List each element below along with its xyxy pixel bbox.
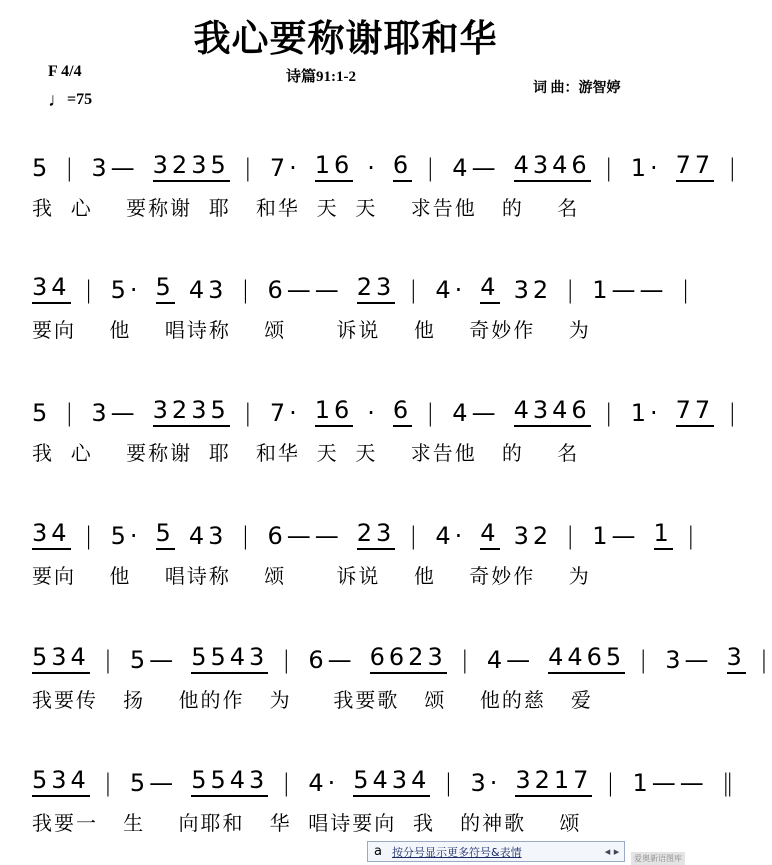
credit-line: 词 曲：游智婷 [533,81,621,96]
note-group: 43 [188,276,228,304]
note-group: 1—— [632,769,708,797]
tempo-value: =75 [67,91,93,108]
notation-line [32,516,699,589]
bar-line: | [84,522,97,550]
bar-line: | [759,646,772,674]
note-group: 6623 [370,643,447,674]
note-group: 1· [630,154,662,182]
bar-line: | [686,522,699,550]
note-group: 5— [129,646,178,674]
lyrics-line: 要向 他 唱诗称 颂 诉说 他 奇妙作 为 [32,318,591,342]
jianpu-notes [32,640,772,674]
note-group: 5 [32,399,52,427]
note-group: 5 [156,273,175,304]
note-group: 5 [156,519,175,550]
lyrics-line: 我 心 要称谢 耶 和华 天 天 求告他 的 名 [32,441,580,465]
bar-line: | [65,154,78,182]
bar-line: | [103,769,116,797]
note-group: 3235 [153,396,230,427]
bar-line: | [728,399,741,427]
lyrics-line: 我要传 扬 他的作 为 我要歌 颂 他的慈 爱 [32,688,593,712]
bar-line: | [604,399,617,427]
note-group: 77 [676,396,715,427]
note-group: 4— [452,154,500,182]
bar-line: | [241,522,254,550]
note-group: 5 [32,154,52,182]
lyrics-line: 要向 他 唱诗称 颂 诉说 他 奇妙作 为 [32,564,591,588]
jianpu-notes [32,393,741,427]
bar-line: | [444,769,457,797]
bar-line: | [681,276,694,304]
note-group: 1· [630,399,662,427]
tempo-marking [48,90,92,112]
note-group: 3235 [153,151,230,182]
watermark-text: 爱奥新语图库 [631,852,685,865]
key-signature: F 4/4 [48,63,82,80]
scripture-reference: 诗篇91:1-2 [286,69,356,85]
note-group: 43 [188,522,228,550]
jianpu-notes [32,763,738,797]
note-group: 77 [676,151,715,182]
bar-line: | [639,646,652,674]
note-group: · [367,399,379,427]
bar-line: | [241,276,254,304]
note-group: 3— [665,646,713,674]
note-group: 4· [435,522,467,550]
lyrics-line: 我要一 生 向耶和 华 唱诗要向 我 的神歌 颂 [32,811,582,835]
note-group: 5· [110,276,142,304]
note-group: 32 [513,522,553,550]
ime-candidate-bar[interactable] [367,841,625,862]
note-group: 4 [480,273,499,304]
note-group: 3217 [515,766,592,797]
note-group: 4— [452,399,500,427]
note-group: 4 [480,519,499,550]
notation-line [32,393,741,466]
note-group: 1—— [592,276,668,304]
song-title: 我心要称谢耶和华 [193,16,498,60]
note-group: 3 [727,643,746,674]
notation-line [32,270,694,343]
notation-line [32,763,738,836]
lyrics-line: 我 心 要称谢 耶 和华 天 天 求告他 的 名 [32,196,580,220]
bar-line: | [84,276,97,304]
bar-line: | [243,154,256,182]
note-group: 23 [357,519,396,550]
note-group: 1 [654,519,673,550]
bar-line: | [282,646,295,674]
bar-line: | [728,154,741,182]
note-group: 16 [315,396,354,427]
ime-hint-link[interactable]: 按分号显示更多符号&表情 [392,845,522,859]
ime-input-text: a [374,844,382,859]
note-group: 3· [470,769,502,797]
note-group: 4— [486,646,535,674]
bar-line: | [606,769,619,797]
note-group: 1— [592,522,640,550]
note-group: 23 [357,273,396,304]
note-group: 3— [91,154,139,182]
note-group: 6 [393,396,412,427]
ime-page-arrows[interactable]: ◂ ▸ [604,845,620,858]
bar-line: | [426,399,439,427]
note-group: 34 [32,273,71,304]
note-group: · [367,154,379,182]
notation-line [32,148,741,221]
bar-line: | [282,769,295,797]
note-group: 4· [308,769,340,797]
note-group: 6 [393,151,412,182]
note-group: 32 [513,276,553,304]
bar-line: | [426,154,439,182]
bar-line: | [409,522,422,550]
bar-line: | [65,399,78,427]
note-group: 6— [308,646,356,674]
note-group: 4· [435,276,467,304]
note-group: 5434 [353,766,430,797]
note-group: 7· [269,399,301,427]
note-group: 7· [269,154,301,182]
notation-line [32,640,772,713]
note-group: 4465 [548,643,625,674]
jianpu-notes [32,270,694,304]
note-group: 534 [32,643,90,674]
bar-line: | [460,646,473,674]
bar-line: | [103,646,116,674]
note-group: 5543 [191,766,268,797]
jianpu-notes [32,516,699,550]
bar-line: | [409,276,422,304]
note-group: 534 [32,766,90,797]
note-group: 6—— [267,276,343,304]
note-group: 5543 [191,643,268,674]
note-group: 6—— [267,522,343,550]
jianpu-notes [32,148,741,182]
bar-line: | [566,276,579,304]
bar-line: | [604,154,617,182]
note-group: 3— [91,399,139,427]
quarter-note-icon: ♩ [48,90,67,111]
note-group: 5· [110,522,142,550]
bar-line: ‖ [721,769,738,797]
note-group: 34 [32,519,71,550]
note-group: 16 [315,151,354,182]
note-group: 4346 [514,396,591,427]
bar-line: | [243,399,256,427]
bar-line: | [566,522,579,550]
note-group: 4346 [514,151,591,182]
note-group: 5— [129,769,178,797]
